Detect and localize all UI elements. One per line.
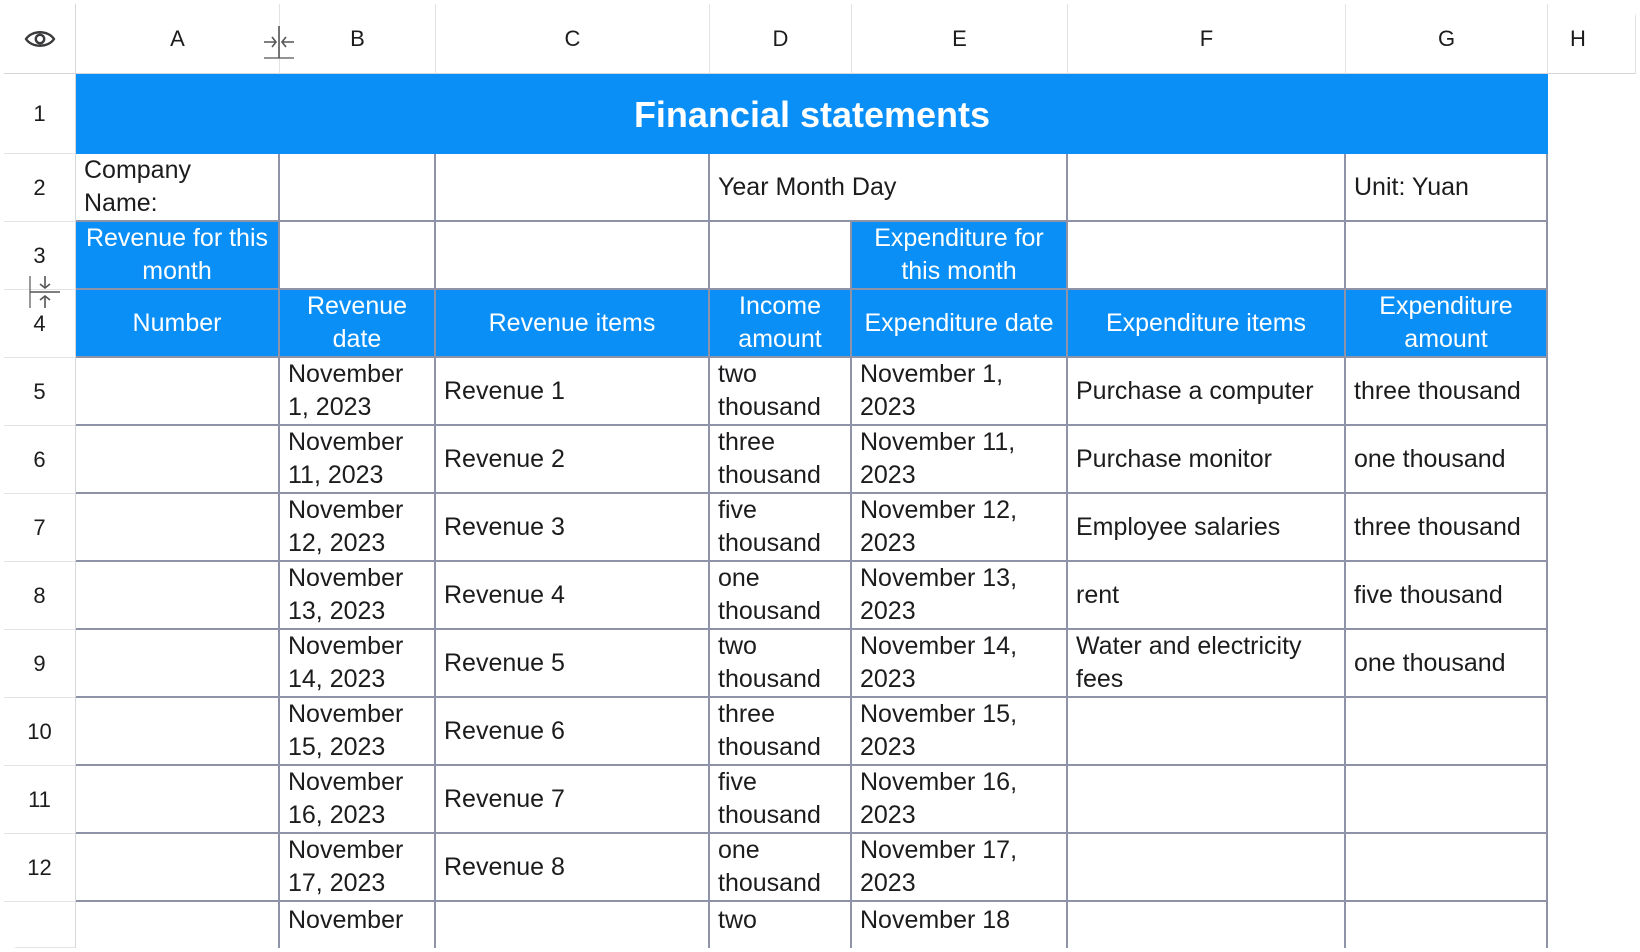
data-cell-b10[interactable]: [280, 698, 436, 766]
data-cell-g5-text: three thousand: [1354, 376, 1521, 405]
data-cell-f5-text: Purchase a computer: [1076, 376, 1314, 405]
data-cell-g6[interactable]: [1346, 426, 1548, 494]
data-cell-d13[interactable]: [710, 902, 852, 948]
data-cell-c9[interactable]: [436, 630, 710, 698]
data-cell-d9-text: two thousand: [718, 632, 821, 693]
table-header-f-text: Expenditure items: [1105, 308, 1307, 337]
data-cell-e10-text: November 15, 2023: [860, 700, 1018, 761]
data-cell-c6[interactable]: [436, 426, 710, 494]
data-cell-a6[interactable]: [76, 426, 280, 494]
row-header-4-text: 4: [33, 310, 46, 336]
data-cell-b6-text: November 11, 2023: [288, 428, 404, 489]
column-header-d-text: D: [772, 25, 789, 51]
data-cell-c11[interactable]: [436, 766, 710, 834]
row-header-11[interactable]: [4, 766, 76, 834]
row-header-2[interactable]: [4, 154, 76, 222]
data-cell-c8-text: Revenue 4: [444, 580, 565, 609]
row-header-6-text: 6: [33, 446, 46, 472]
data-cell-b12-text: November 17, 2023: [288, 836, 404, 897]
data-cell-d10[interactable]: [710, 698, 852, 766]
table-header-a[interactable]: [76, 290, 280, 358]
data-cell-e7[interactable]: [852, 494, 1068, 562]
data-cell-f7[interactable]: [1068, 494, 1346, 562]
data-cell-f11[interactable]: [1068, 766, 1346, 834]
data-cell-g7-text: three thousand: [1354, 512, 1521, 541]
data-cell-c7[interactable]: [436, 494, 710, 562]
data-cell-e8-text: November 13, 2023: [860, 564, 1018, 625]
data-cell-d8[interactable]: [710, 562, 852, 630]
row-header-8-text: 8: [33, 582, 46, 608]
data-cell-e8[interactable]: [852, 562, 1068, 630]
column-header-g[interactable]: [1346, 4, 1548, 74]
row-header-1[interactable]: [4, 74, 76, 154]
column-header-g-text: G: [1437, 25, 1456, 51]
column-header-h[interactable]: [1548, 4, 1636, 74]
row-header-6[interactable]: [4, 426, 76, 494]
data-cell-d12-text: one thousand: [718, 836, 821, 897]
data-cell-a5[interactable]: [76, 358, 280, 426]
table-header-d-text: Income amount: [738, 292, 822, 353]
table-header-e[interactable]: [852, 290, 1068, 358]
data-cell-g5[interactable]: [1346, 358, 1548, 426]
data-cell-c6-text: Revenue 2: [444, 444, 565, 473]
table-header-c[interactable]: [436, 290, 710, 358]
table-header-c-text: Revenue items: [488, 308, 656, 337]
data-cell-g9[interactable]: [1346, 630, 1548, 698]
column-header-h-text: H: [1570, 25, 1586, 51]
row-header-11-text: 11: [28, 786, 51, 812]
table-header-g[interactable]: [1346, 290, 1548, 358]
data-cell-e6-text: November 11, 2023: [860, 428, 1016, 489]
data-cell-b12[interactable]: [280, 834, 436, 902]
cell-c2[interactable]: [436, 154, 710, 222]
data-cell-c8[interactable]: [436, 562, 710, 630]
cell-a2-company-name[interactable]: [76, 154, 280, 222]
data-cell-g10[interactable]: [1346, 698, 1548, 766]
data-cell-a10[interactable]: [76, 698, 280, 766]
data-cell-g6-text: one thousand: [1354, 444, 1506, 473]
row-header-7-text: 7: [33, 514, 46, 540]
row-header-partial[interactable]: [4, 902, 76, 948]
data-cell-a7[interactable]: [76, 494, 280, 562]
data-cell-d5[interactable]: [710, 358, 852, 426]
column-header-f-text: F: [1199, 25, 1214, 51]
data-cell-b7-text: November 12, 2023: [288, 496, 404, 557]
cell-e3-expenditure-month[interactable]: [852, 222, 1068, 290]
column-header-c-text: C: [564, 25, 581, 51]
row-header-8[interactable]: [4, 562, 76, 630]
column-header-f[interactable]: [1068, 4, 1346, 74]
data-cell-a13[interactable]: [76, 902, 280, 948]
data-cell-d7-text: five thousand: [718, 496, 821, 557]
data-cell-f8[interactable]: [1068, 562, 1346, 630]
cell-f2[interactable]: [1068, 154, 1346, 222]
data-cell-b8-text: November 13, 2023: [288, 564, 404, 625]
table-header-b-text: Revenue date: [306, 292, 408, 353]
table-header-a-text: Number: [132, 308, 222, 337]
data-cell-e13-text: November 18: [860, 906, 1011, 934]
table-header-f[interactable]: [1068, 290, 1346, 358]
data-cell-b8[interactable]: [280, 562, 436, 630]
eye-icon[interactable]: [4, 4, 76, 74]
data-cell-c13[interactable]: [436, 902, 710, 948]
cell-g2-unit-text: Unit: Yuan: [1354, 172, 1469, 201]
cell-b3[interactable]: [280, 222, 436, 290]
data-cell-a8[interactable]: [76, 562, 280, 630]
data-cell-e10[interactable]: [852, 698, 1068, 766]
data-cell-f8-text: rent: [1076, 580, 1120, 609]
data-cell-b10-text: November 15, 2023: [288, 700, 404, 761]
data-cell-g9-text: one thousand: [1354, 648, 1506, 677]
data-cell-c10[interactable]: [436, 698, 710, 766]
data-cell-d13-text: two: [718, 906, 757, 934]
data-cell-f10[interactable]: [1068, 698, 1346, 766]
data-cell-b7[interactable]: [280, 494, 436, 562]
column-header-c[interactable]: [436, 4, 710, 74]
data-cell-g7[interactable]: [1346, 494, 1548, 562]
row-header-9-text: 9: [33, 650, 46, 676]
data-cell-e6[interactable]: [852, 426, 1068, 494]
spreadsheet-view: [4, 4, 1636, 948]
data-cell-f12[interactable]: [1068, 834, 1346, 902]
data-cell-e5[interactable]: [852, 358, 1068, 426]
data-cell-c9-text: Revenue 5: [444, 648, 565, 677]
data-cell-f9[interactable]: [1068, 630, 1346, 698]
column-header-b[interactable]: [280, 4, 436, 74]
data-cell-e13[interactable]: [852, 902, 1068, 948]
row-header-3-text: 3: [33, 242, 46, 268]
cell-b2[interactable]: [280, 154, 436, 222]
data-cell-b11-text: November 16, 2023: [288, 768, 404, 829]
data-cell-b9-text: November 14, 2023: [288, 632, 404, 693]
data-cell-e9-text: November 14, 2023: [860, 632, 1018, 693]
data-cell-g8-text: five thousand: [1354, 580, 1503, 609]
data-cell-c12[interactable]: [436, 834, 710, 902]
data-cell-e12-text: November 17, 2023: [860, 836, 1018, 897]
cell-a3-revenue-month[interactable]: [76, 222, 280, 290]
data-cell-d6-text: three thousand: [718, 428, 821, 489]
data-cell-c11-text: Revenue 7: [444, 784, 565, 813]
cell-d3[interactable]: [710, 222, 852, 290]
table-header-d[interactable]: [710, 290, 852, 358]
data-cell-a11[interactable]: [76, 766, 280, 834]
data-cell-g11[interactable]: [1346, 766, 1548, 834]
data-cell-d10-text: three thousand: [718, 700, 821, 761]
table-header-e-text: Expenditure date: [864, 308, 1054, 337]
row-header-12[interactable]: [4, 834, 76, 902]
cell-c3[interactable]: [436, 222, 710, 290]
data-cell-e12[interactable]: [852, 834, 1068, 902]
cell-a3-revenue-month-text: Revenue for this month: [85, 224, 269, 285]
column-header-e[interactable]: [852, 4, 1068, 74]
data-cell-c10-text: Revenue 6: [444, 716, 565, 745]
data-cell-d11[interactable]: [710, 766, 852, 834]
cell-g3[interactable]: [1346, 222, 1548, 290]
data-cell-c7-text: Revenue 3: [444, 512, 565, 541]
data-cell-b13[interactable]: [280, 902, 436, 948]
row-header-12-text: 12: [27, 854, 52, 880]
data-cell-g8[interactable]: [1346, 562, 1548, 630]
data-cell-b6[interactable]: [280, 426, 436, 494]
sheet-title[interactable]: [76, 74, 1548, 154]
sheet-title-text: Financial statements: [633, 93, 991, 135]
data-cell-c12-text: Revenue 8: [444, 852, 565, 881]
data-cell-e11[interactable]: [852, 766, 1068, 834]
row-header-2-text: 2: [33, 174, 46, 200]
data-cell-f6[interactable]: [1068, 426, 1346, 494]
column-header-b-text: B: [350, 25, 365, 51]
freeze-rows-icon[interactable]: [28, 274, 62, 310]
data-cell-e11-text: November 16, 2023: [860, 768, 1018, 829]
row-header-7[interactable]: [4, 494, 76, 562]
data-cell-d7[interactable]: [710, 494, 852, 562]
cell-a2-company-name-text: Company Name:: [84, 156, 191, 217]
data-cell-e5-text: November 1, 2023: [860, 360, 1004, 421]
data-cell-d6[interactable]: [710, 426, 852, 494]
data-cell-d11-text: five thousand: [718, 768, 821, 829]
row-header-10[interactable]: [4, 698, 76, 766]
data-cell-d12[interactable]: [710, 834, 852, 902]
column-header-a-text: A: [170, 25, 185, 51]
data-cell-f7-text: Employee salaries: [1076, 512, 1281, 541]
table-header-b[interactable]: [280, 290, 436, 358]
data-cell-g12[interactable]: [1346, 834, 1548, 902]
row-header-9[interactable]: [4, 630, 76, 698]
cell-d2-date-text: Year Month Day: [718, 172, 897, 201]
data-cell-b11[interactable]: [280, 766, 436, 834]
data-cell-d8-text: one thousand: [718, 564, 821, 625]
data-cell-a9[interactable]: [76, 630, 280, 698]
row-header-10-text: 10: [27, 718, 52, 744]
data-cell-b13-text: November: [288, 906, 404, 934]
data-cell-b9[interactable]: [280, 630, 436, 698]
data-cell-b5-text: November 1, 2023: [288, 360, 404, 421]
data-cell-f5[interactable]: [1068, 358, 1346, 426]
data-cell-f13[interactable]: [1068, 902, 1346, 948]
data-cell-f9-text: Water and electricity fees: [1076, 632, 1302, 693]
data-cell-d5-text: two thousand: [718, 360, 821, 421]
data-cell-c5-text: Revenue 1: [444, 376, 565, 405]
cell-g2-unit[interactable]: [1346, 154, 1548, 222]
cell-d2-date[interactable]: [710, 154, 1068, 222]
data-cell-b5[interactable]: [280, 358, 436, 426]
data-cell-d9[interactable]: [710, 630, 852, 698]
cell-f3[interactable]: [1068, 222, 1346, 290]
data-cell-c5[interactable]: [436, 358, 710, 426]
cell-e3-expenditure-month-text: Expenditure for this month: [874, 224, 1044, 285]
row-header-1-text: 1: [33, 100, 46, 126]
row-header-5[interactable]: [4, 358, 76, 426]
data-cell-g13[interactable]: [1346, 902, 1548, 948]
data-cell-f6-text: Purchase monitor: [1076, 444, 1272, 473]
column-header-d[interactable]: [710, 4, 852, 74]
column-header-e-text: E: [952, 25, 967, 51]
data-cell-e7-text: November 12, 2023: [860, 496, 1018, 557]
freeze-columns-icon[interactable]: [262, 24, 296, 60]
data-cell-a12[interactable]: [76, 834, 280, 902]
column-header-a[interactable]: [76, 4, 280, 74]
row-header-5-text: 5: [33, 378, 46, 404]
table-header-g-text: Expenditure amount: [1379, 292, 1513, 353]
data-cell-e9[interactable]: [852, 630, 1068, 698]
